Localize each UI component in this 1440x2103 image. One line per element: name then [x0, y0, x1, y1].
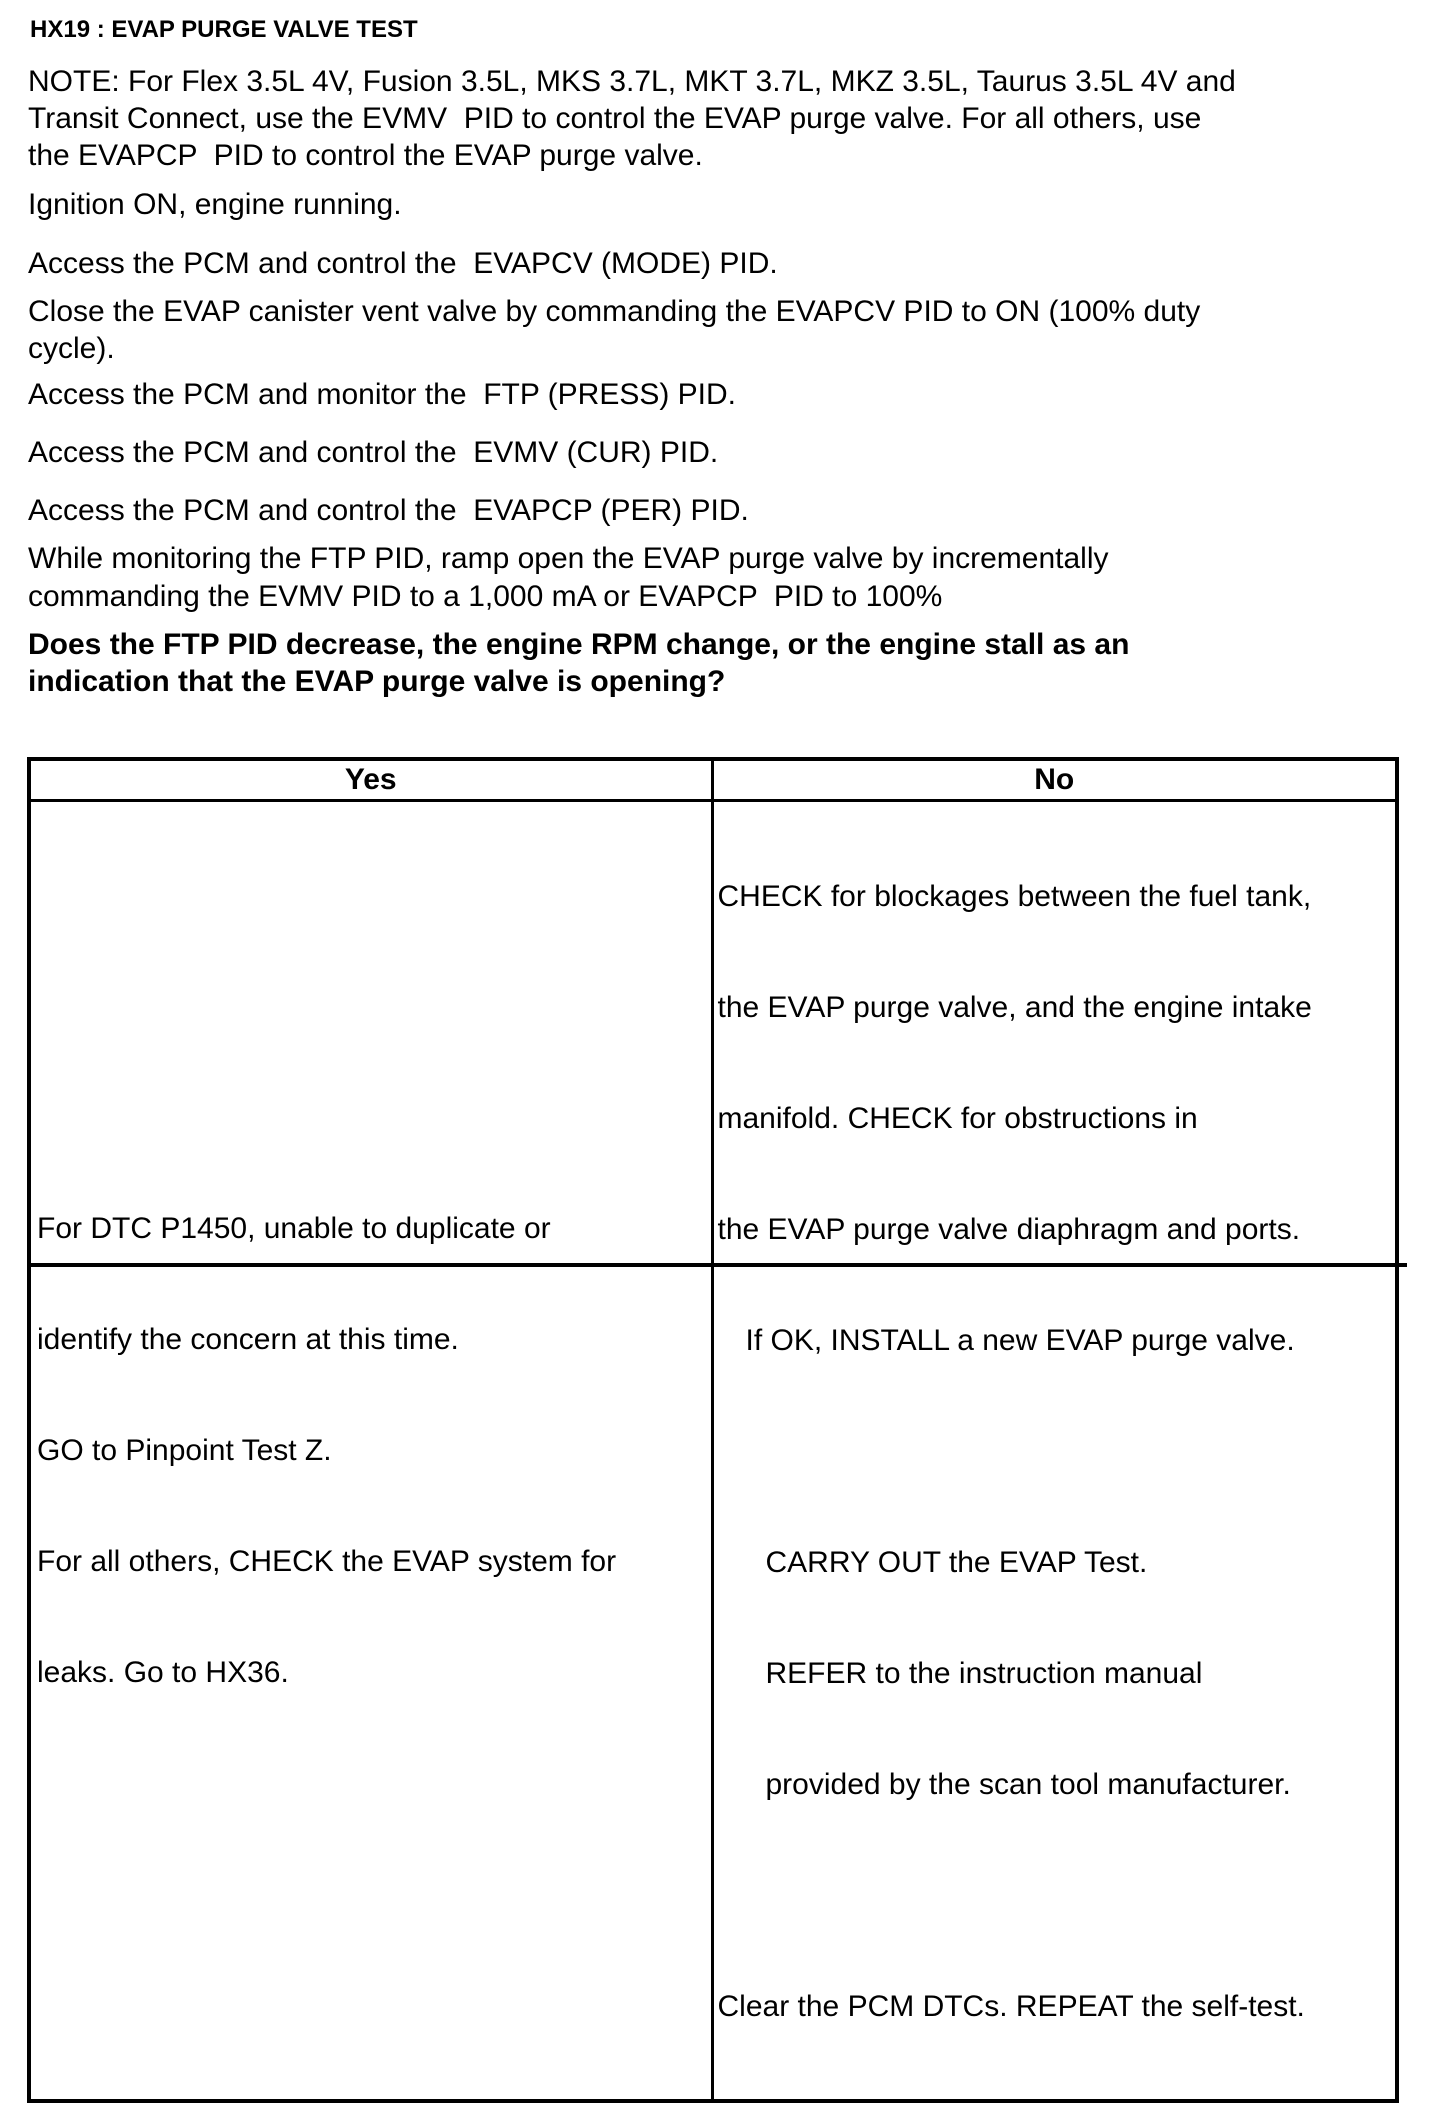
step-evapcv: Access the PCM and control the EVAPCV (MODE) PID. [28, 247, 778, 280]
spacer [718, 1433, 1396, 1470]
no-line: the EVAP purge valve, and the engine intake [717, 991, 1312, 1024]
step-ramp-line-2: commanding the EVMV PID to a 1,000 mA or EVAPCP PID to 100% [28, 580, 943, 613]
step-evapcp: Access the PCM and control the EVAPCP (PER) PID. [28, 494, 749, 527]
page-title: HX19 : EVAP PURGE VALVE TEST [30, 16, 418, 43]
header-no: No [712, 759, 1397, 801]
yes-line: For all others, CHECK the EVAP system for [37, 1545, 617, 1578]
step-close-vent-line-1: Close the EVAP canister vent valve by commanding the EVAPCV PID to ON (100% duty [28, 295, 1201, 328]
question-line-2: indication that the EVAP purge valve is opening? [28, 665, 726, 698]
note-line-1: NOTE: For Flex 3.5L 4V, Fusion 3.5L, MKS 3.7L, MKT 3.7L, MKZ 3.5L, Taurus 3.5L 4V and [28, 65, 1236, 98]
yes-line: identify the concern at this time. [37, 1323, 459, 1356]
note-line-2: Transit Connect, use the EVMV PID to control the EVAP purge valve. For all others, use [28, 102, 1202, 135]
no-cell [712, 801, 1397, 2102]
spacer [718, 1877, 1396, 1914]
step-ftp: Access the PCM and monitor the FTP (PRESS) PID. [28, 378, 737, 411]
table-row [29, 801, 1397, 2102]
step-ramp-line-1: While monitoring the FTP PID, ramp open the EVAP purge valve by incrementally [28, 542, 1109, 575]
table-header-row [29, 759, 1397, 801]
no-line-refer: REFER to the instruction manual [765, 1657, 1203, 1690]
yes-cell [29, 801, 712, 2102]
question-line-1: Does the FTP PID decrease, the engine RPM change, or the engine stall as an [28, 628, 1130, 661]
no-line-evap-test: CARRY OUT the EVAP Test. [765, 1546, 1148, 1579]
no-line-install: If OK, INSTALL a new EVAP purge valve. [745, 1324, 1295, 1357]
no-line-clear-dtcs: Clear the PCM DTCs. REPEAT the self-test. [717, 1990, 1305, 2023]
step-ignition: Ignition ON, engine running. [28, 188, 402, 221]
decision-table [27, 757, 1399, 2103]
no-line: CHECK for blockages between the fuel tank, [717, 880, 1312, 913]
no-line-manufacturer: provided by the scan tool manufacturer. [765, 1768, 1291, 1801]
footer-divider [27, 1263, 1407, 1267]
no-line: manifold. CHECK for obstructions in [717, 1102, 1198, 1135]
yes-line: GO to Pinpoint Test Z. [37, 1434, 332, 1467]
step-close-vent-line-2: cycle). [28, 332, 115, 365]
yes-line: For DTC P1450, unable to duplicate or [37, 1212, 551, 1245]
note-line-3: the EVAPCP PID to control the EVAP purge valve. [28, 139, 703, 172]
header-yes: Yes [29, 759, 712, 801]
step-evmv: Access the PCM and control the EVMV (CUR) PID. [28, 436, 719, 469]
yes-line: leaks. Go to HX36. [37, 1656, 289, 1689]
no-line: the EVAP purge valve diaphragm and ports. [717, 1213, 1301, 1246]
